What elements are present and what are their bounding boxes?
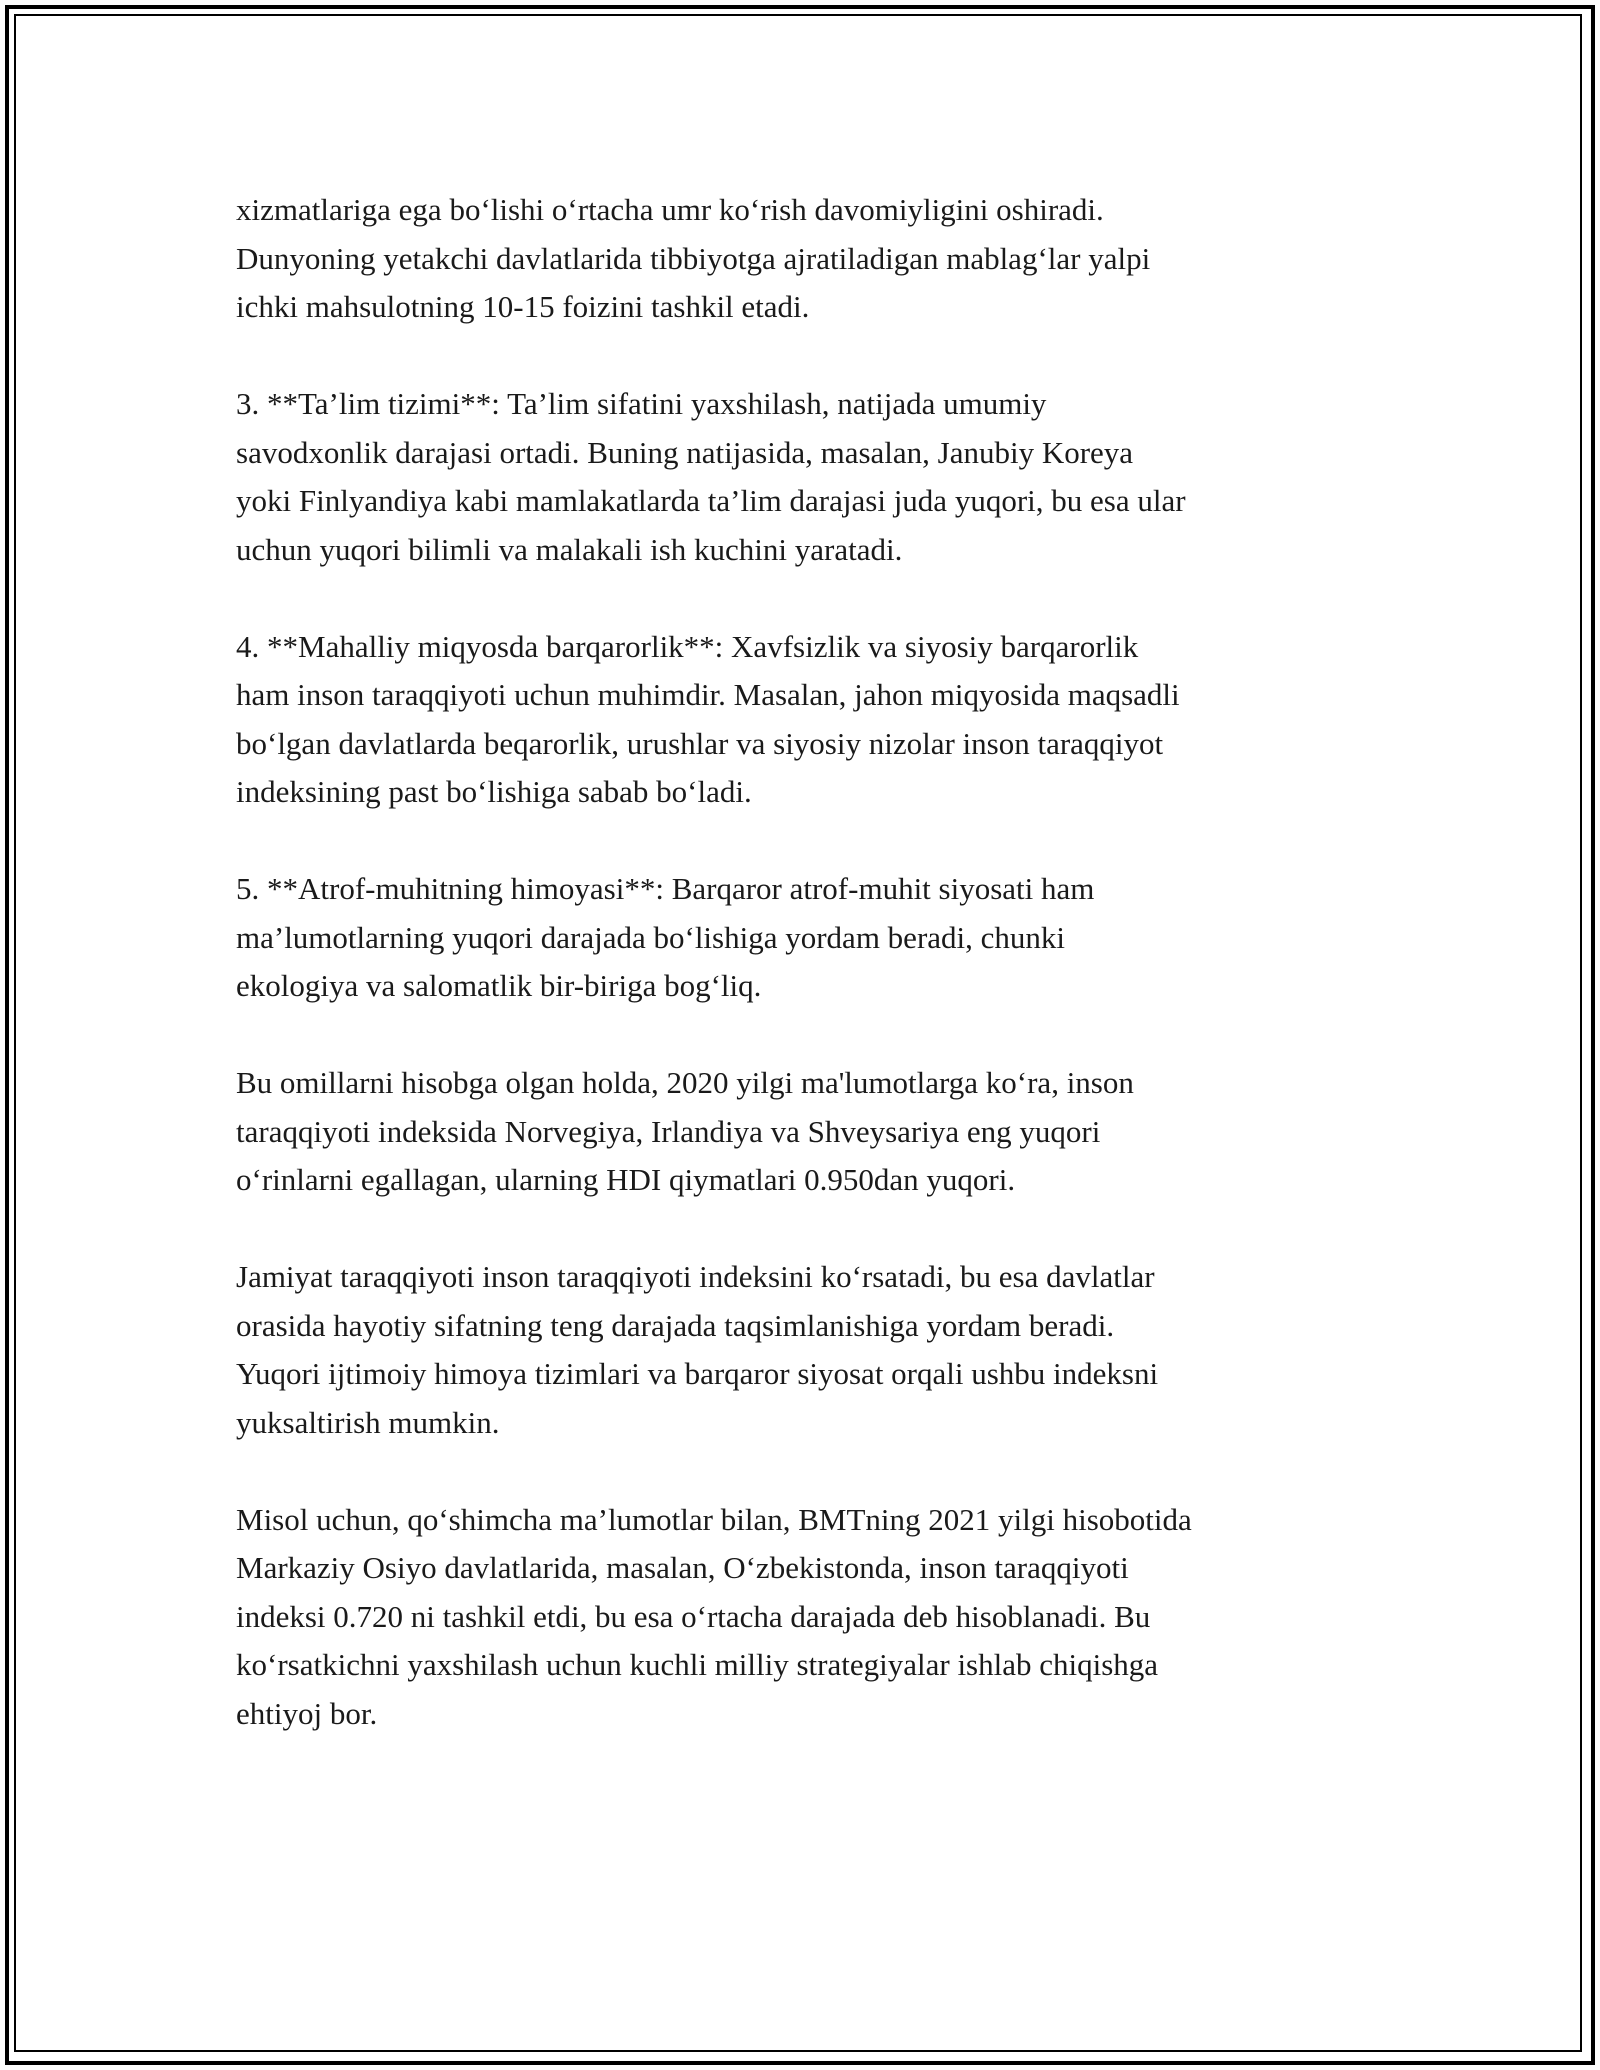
text-line: indeksi 0.720 ni tashkil etdi, bu esa o‘rtacha darajada deb hisoblanadi. Bu bbox=[236, 1598, 1151, 1634]
text-line: o‘rinlarni egallagan, ularning HDI qiymatlari 0.950dan yuqori. bbox=[236, 1162, 1016, 1197]
text-line: uchun yuqori bilimli va malakali ish kuchini yaratadi. bbox=[236, 531, 903, 567]
text-line: 5. **Atrof-muhitning himoyasi**: Barqaror atrof-muhit siyosati ham bbox=[236, 871, 1095, 906]
paragraph-item-5-atrof-muhit bbox=[236, 865, 1376, 1011]
paragraph-jamiyat bbox=[236, 1253, 1376, 1447]
text-line: ham inson taraqqiyoti uchun muhimdir. Masalan, jahon miqyosida maqsadli bbox=[236, 677, 1180, 712]
paragraph-summary-2020 bbox=[236, 1059, 1376, 1205]
text-line: Yuqori ijtimoiy himoya tizimlari va barqaror siyosat orqali ushbu indeksni bbox=[236, 1356, 1159, 1391]
text-line: ko‘rsatkichni yaxshilash uchun kuchli milliy strategiyalar ishlab chiqishga bbox=[236, 1647, 1159, 1682]
text-line: Bu omillarni hisobga olgan holda, 2020 yilgi ma'lumotlarga ko‘ra, inson bbox=[236, 1065, 1134, 1100]
paragraph-misol bbox=[236, 1496, 1376, 1739]
paragraph-item-4-barqarorlik bbox=[236, 623, 1376, 817]
text-line: yuksaltirish mumkin. bbox=[236, 1404, 500, 1440]
text-line: xizmatlariga ega bo‘lishi o‘rtacha umr ko‘rish davomiyligini oshiradi. bbox=[236, 192, 1104, 227]
text-line: orasida hayotiy sifatning teng darajada taqsimlanishiga yordam beradi. bbox=[236, 1307, 1115, 1343]
text-line: taraqqiyoti indeksida Norvegiya, Irlandiya va Shveysariya eng yuqori bbox=[236, 1113, 1101, 1149]
text-line: bo‘lgan davlatlarda beqarorlik, urushlar va siyosiy nizolar inson taraqqiyot bbox=[236, 725, 1164, 761]
document-body bbox=[236, 186, 1376, 1787]
text-line: ma’lumotlarning yuqori darajada bo‘lishiga yordam beradi, chunki bbox=[236, 919, 1066, 955]
text-line: Markaziy Osiyo davlatlarida, masalan, O‘zbekistonda, inson taraqqiyoti bbox=[236, 1550, 1129, 1585]
text-line: ekologiya va salomatlik bir-biriga bog‘liq. bbox=[236, 968, 762, 1003]
text-line: indeksining past bo‘lishiga sabab bo‘ladi. bbox=[236, 774, 752, 809]
text-line: yoki Finlyandiya kabi mamlakatlarda ta’lim darajasi juda yuqori, bu esa ular bbox=[236, 483, 1186, 518]
paragraph-item-3-talim bbox=[236, 380, 1376, 574]
text-line: Jamiyat taraqqiyoti inson taraqqiyoti indeksini ko‘rsatadi, bu esa davlatlar bbox=[236, 1259, 1155, 1294]
text-line: ehtiyoj bor. bbox=[236, 1695, 378, 1731]
text-line: ichki mahsulotning 10-15 foizini tashkil etadi. bbox=[236, 289, 810, 324]
text-line: 4. **Mahalliy miqyosda barqarorlik**: Xavfsizlik va siyosiy barqarorlik bbox=[236, 628, 1139, 664]
text-line: savodxonlik darajasi ortadi. Buning natijasida, masalan, Janubiy Koreya bbox=[236, 434, 1134, 470]
paragraph-intro-continuation bbox=[236, 186, 1376, 332]
text-line: 3. **Ta’lim tizimi**: Ta’lim sifatini yaxshilash, natijada umumiy bbox=[236, 386, 1047, 421]
text-line: Dunyoning yetakchi davlatlarida tibbiyotga ajratiladigan mablag‘lar yalpi bbox=[236, 240, 1151, 276]
text-line: Misol uchun, qo‘shimcha ma’lumotlar bilan, BMTning 2021 yilgi hisobotida bbox=[236, 1501, 1192, 1537]
